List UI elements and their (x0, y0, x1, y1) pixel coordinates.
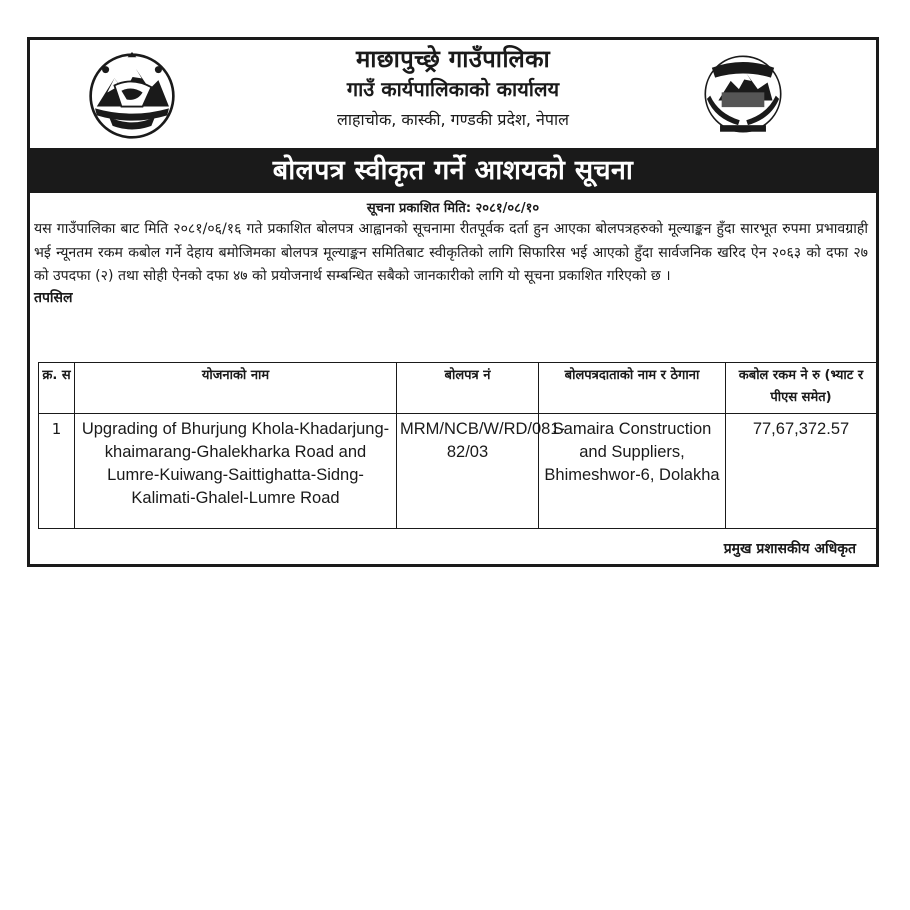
notice-title-banner: बोलपत्र स्वीकृत गर्ने आशयको सूचना (30, 148, 876, 193)
office-address: लाहाचोक, कास्की, गण्डकी प्रदेश, नेपाल (337, 110, 569, 129)
row-amount: 77,67,372.57 (726, 414, 877, 529)
table-row (39, 414, 877, 529)
notice-header (30, 40, 876, 148)
nepal-emblem-icon (88, 52, 176, 140)
office-name: गाउँ कार्यपालिकाको कार्यालय (346, 77, 560, 101)
row-project: Upgrading of Bhurjung Khola-Khadarjung-khaimarang-Ghalekharka Road and Lumre-Kuiwang-Saittighatta-Sidng-Kalimati-Ghalel-Lumre Road (75, 414, 397, 529)
header-bid-no: बोलपत्र नं (397, 363, 539, 414)
notice-body: यस गाउँपालिका बाट मिति २०८१/०६/१६ गते प्रकाशित बोलपत्र आह्वानको सूचनामा रीतपूर्वक दर्ता हुन आएका बोलपत्रहरुको मूल्याङ्कन हुँदा सारभूत रुपमा प्रभावग्राही भई न्यूनतम रकम कबोल गर्ने देहाय बमोजिमका बोलपत्र मूल्याङ्कन समितिबाट स्वीकृतिको लागि सिफारिस भई आएको हुँदा सार्वजनिक खरिद ऐन २०६३ को दफा २७ को उपदफा (२) तथा सोही ऐनको दफा ४७ को प्रयोजनार्थ सम्बन्धित सबैको जानकारीको लागि यो सूचना प्रकाशित गरिएको छ । (34, 221, 868, 284)
header-project: योजनाको नाम (75, 363, 397, 414)
header-bidder: बोलपत्रदाताको नाम र ठेगाना (539, 363, 726, 414)
publication-date: सूचना प्रकाशित मिति: २०८१/०८/१० (366, 201, 540, 216)
award-table (38, 362, 877, 529)
header-titles (200, 44, 706, 133)
row-sn: 1 (39, 414, 75, 529)
municipality-logo-icon (702, 53, 784, 135)
notice-frame (27, 37, 879, 567)
header-amount: कबोल रकम ने रु (भ्याट र पीएस समेत) (726, 363, 877, 414)
table-header-row (39, 363, 877, 414)
row-bidder: Samaira Construction and Suppliers, Bhimeshwor-6, Dolakha (539, 414, 726, 529)
header-sn: क्र. स (39, 363, 75, 414)
municipality-name: माछापुच्छ्रे गाउँपालिका (355, 45, 551, 73)
signature-title: प्रमुख प्रशासकीय अधिकृत (723, 541, 856, 557)
details-label: तपसिल (34, 289, 73, 306)
row-bid-no: MRM/NCB/W/RD/081-82/03 (397, 414, 539, 529)
